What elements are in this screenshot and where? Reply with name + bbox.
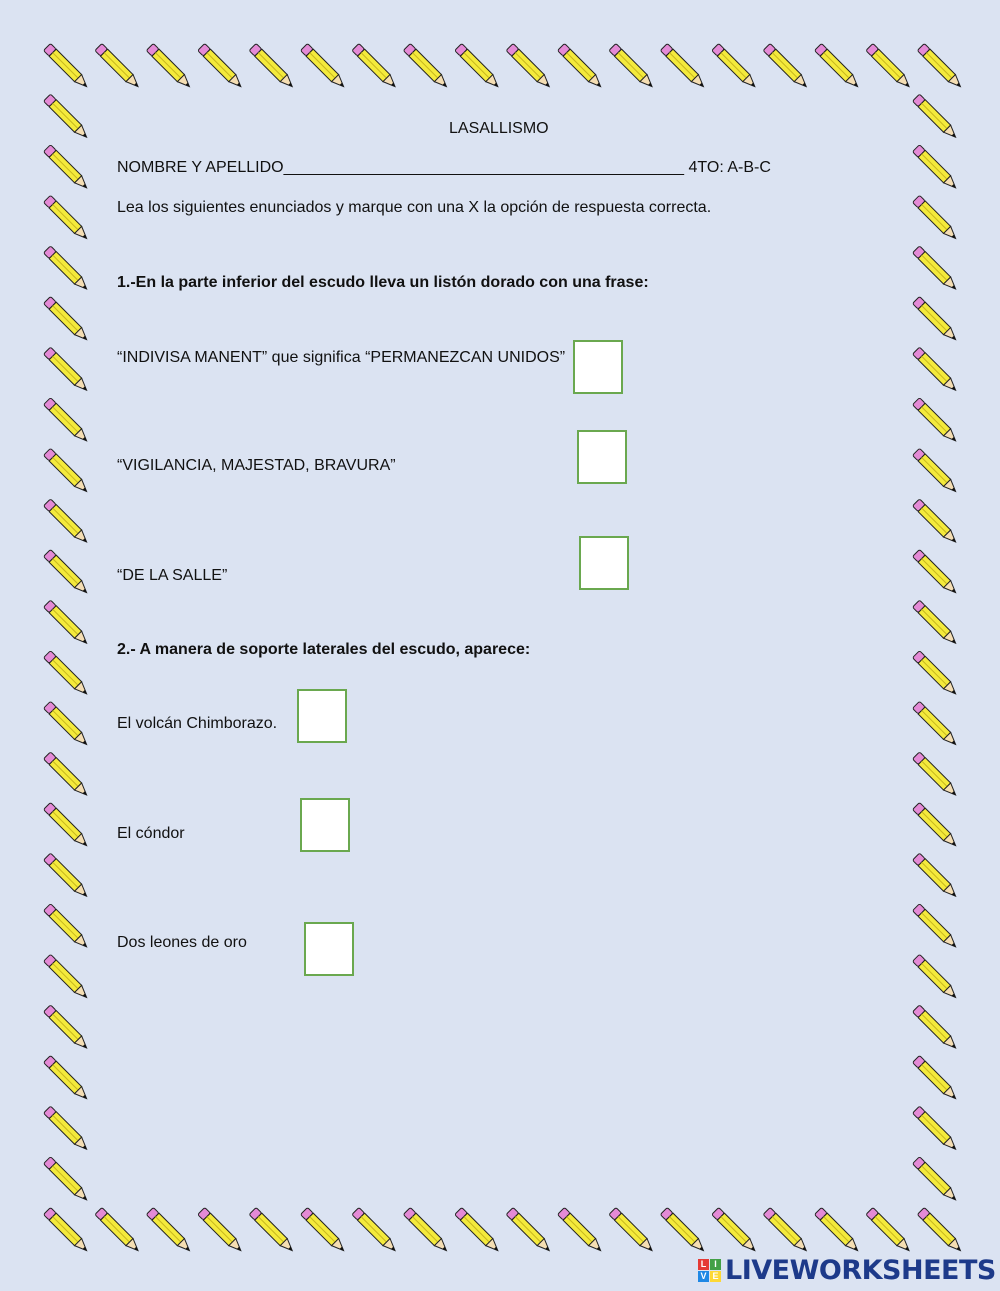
pencil-icon xyxy=(146,1207,193,1254)
pencil-icon xyxy=(43,1207,90,1254)
pencil-icon xyxy=(917,1207,964,1254)
pencil-icon xyxy=(43,246,90,293)
pencil-icon xyxy=(912,296,959,343)
pencil-icon xyxy=(814,43,861,90)
pencil-icon xyxy=(198,1207,245,1254)
name-line: _____________________________________________ xyxy=(283,159,685,176)
pencil-icon xyxy=(455,1207,502,1254)
pencil-icon xyxy=(912,1106,959,1153)
pencil-icon xyxy=(43,43,90,90)
pencil-icon xyxy=(455,43,502,90)
pencil-icon xyxy=(912,195,959,242)
grade-label: 4TO: A-B-C xyxy=(688,159,771,176)
pencil-icon xyxy=(917,43,964,90)
pencil-icon xyxy=(43,904,90,951)
pencil-icon xyxy=(712,1207,759,1254)
pencil-icon xyxy=(912,904,959,951)
pencil-icon xyxy=(43,1055,90,1102)
pencil-icon xyxy=(660,43,707,90)
pencil-icon xyxy=(912,1157,959,1204)
question-1-text: 1.-En la parte inferior del escudo lleva un listón dorado con una frase: xyxy=(117,274,649,291)
pencil-icon xyxy=(660,1207,707,1254)
pencil-icon xyxy=(912,1005,959,1052)
pencil-icon xyxy=(198,43,245,90)
pencil-icon xyxy=(43,651,90,698)
pencil-icon xyxy=(43,1157,90,1204)
logo-letter: E xyxy=(710,1271,721,1282)
q2-option-2-label: El cóndor xyxy=(117,825,185,842)
pencil-icon xyxy=(712,43,759,90)
pencil-icon xyxy=(912,499,959,546)
q1-option-3-checkbox[interactable] xyxy=(579,536,629,590)
pencil-icon xyxy=(763,1207,810,1254)
pencil-icon xyxy=(912,94,959,141)
pencil-icon xyxy=(912,802,959,849)
q2-option-1-checkbox[interactable] xyxy=(297,689,347,743)
pencil-icon xyxy=(249,43,296,90)
pencil-icon xyxy=(403,1207,450,1254)
pencil-icon xyxy=(43,347,90,394)
pencil-icon xyxy=(43,802,90,849)
worksheet-title: LASALLISMO xyxy=(449,120,549,137)
pencil-icon xyxy=(912,398,959,445)
pencil-icon xyxy=(557,43,604,90)
logo-letter: I xyxy=(710,1259,721,1270)
pencil-icon xyxy=(912,347,959,394)
pencil-icon xyxy=(912,701,959,748)
pencil-icon xyxy=(146,43,193,90)
pencil-icon xyxy=(43,499,90,546)
logo-letter: L xyxy=(698,1259,709,1270)
q2-option-1-label: El volcán Chimborazo. xyxy=(117,715,278,732)
pencil-icon xyxy=(814,1207,861,1254)
pencil-icon xyxy=(43,701,90,748)
pencil-icon xyxy=(912,549,959,596)
pencil-icon xyxy=(763,43,810,90)
q1-option-1-checkbox[interactable] xyxy=(573,340,623,394)
pencil-icon xyxy=(557,1207,604,1254)
pencil-icon xyxy=(95,43,142,90)
pencil-icon xyxy=(43,752,90,799)
pencil-icon xyxy=(43,448,90,495)
pencil-icon xyxy=(912,954,959,1001)
pencil-icon xyxy=(95,1207,142,1254)
question-2-text: 2.- A manera de soporte laterales del escudo, aparece: xyxy=(117,641,531,658)
pencil-icon xyxy=(352,43,399,90)
pencil-icon xyxy=(912,246,959,293)
pencil-icon xyxy=(912,600,959,647)
pencil-icon xyxy=(506,1207,553,1254)
pencil-icon xyxy=(912,853,959,900)
logo-letter: V xyxy=(698,1271,709,1282)
pencil-icon xyxy=(912,145,959,192)
pencil-icon xyxy=(43,398,90,445)
pencil-icon xyxy=(300,1207,347,1254)
pencil-icon xyxy=(912,651,959,698)
q2-option-3-label: Dos leones de oro xyxy=(117,934,247,951)
brand-name: LIVEWORKSHEETS xyxy=(725,1254,996,1286)
pencil-icon xyxy=(912,752,959,799)
pencil-icon xyxy=(43,853,90,900)
pencil-icon xyxy=(43,296,90,343)
pencil-icon xyxy=(43,94,90,141)
liveworksheets-logo-icon xyxy=(698,1259,721,1282)
q1-option-2-label: “VIGILANCIA, MAJESTAD, BRAVURA” xyxy=(117,457,396,474)
name-row xyxy=(117,158,771,178)
pencil-icon xyxy=(609,1207,656,1254)
pencil-icon xyxy=(43,1005,90,1052)
q1-option-2-checkbox[interactable] xyxy=(577,430,627,484)
pencil-icon xyxy=(403,43,450,90)
pencil-icon xyxy=(300,43,347,90)
pencil-icon xyxy=(249,1207,296,1254)
pencil-icon xyxy=(912,1055,959,1102)
pencil-icon xyxy=(912,448,959,495)
pencil-icon xyxy=(43,145,90,192)
pencil-icon xyxy=(352,1207,399,1254)
pencil-icon xyxy=(609,43,656,90)
pencil-icon xyxy=(506,43,553,90)
q1-option-3-label: “DE LA SALLE” xyxy=(117,567,228,584)
instructions: Lea los siguientes enunciados y marque con una X la opción de respuesta correcta. xyxy=(117,199,712,216)
name-label: NOMBRE Y APELLIDO xyxy=(117,159,284,176)
liveworksheets-brand[interactable] xyxy=(698,1255,996,1285)
q2-option-2-checkbox[interactable] xyxy=(300,798,350,852)
pencil-icon xyxy=(866,43,913,90)
pencil-icon xyxy=(43,1106,90,1153)
pencil-icon xyxy=(43,954,90,1001)
pencil-icon xyxy=(43,600,90,647)
pencil-icon xyxy=(866,1207,913,1254)
q1-option-1-label: “INDIVISA MANENT” que significa “PERMANEZCAN UNIDOS” xyxy=(117,349,566,366)
q2-option-3-checkbox[interactable] xyxy=(304,922,354,976)
pencil-icon xyxy=(43,195,90,242)
pencil-icon xyxy=(43,549,90,596)
